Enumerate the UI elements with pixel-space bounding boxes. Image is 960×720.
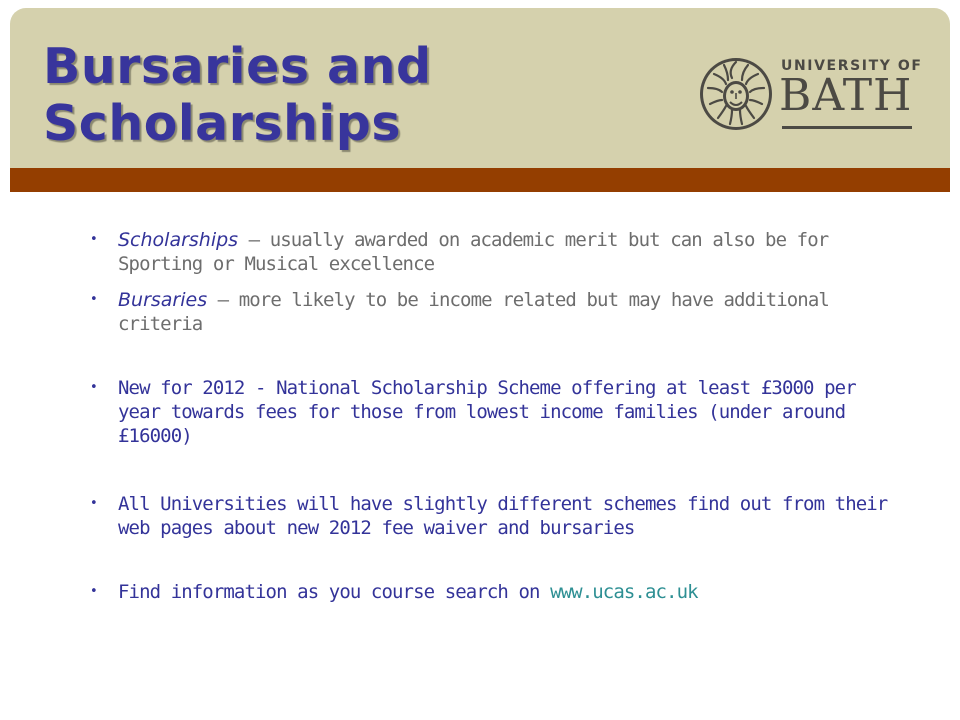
list-item <box>90 376 890 448</box>
bullet-icon: • <box>90 380 97 395</box>
bullet-text: All Universities will have slightly different schemes find out from their web pages about new 2012 fee waiver and bursaries <box>118 493 888 539</box>
bullet-term: Scholarships <box>118 229 239 251</box>
bullet-text: – more likely to be income related but may have additional criteria <box>118 289 829 335</box>
title-line-2: Scholarships <box>43 95 401 152</box>
logo-university-of: UNIVERSITY OF <box>781 58 923 74</box>
bullet-text: Find information as you course search on <box>118 581 551 603</box>
bullet-icon: • <box>90 292 97 307</box>
bullet-term: Bursaries <box>118 289 208 311</box>
bullet-text: New for 2012 - National Scholarship Scheme offering at least £3000 per year towards fees for those from lowest income families (under around £16000) <box>118 377 856 447</box>
bath-seal-icon <box>698 56 774 132</box>
logo-bath: BATH <box>779 70 913 121</box>
list-item <box>90 492 890 540</box>
list-item <box>90 228 890 276</box>
list-item <box>90 580 890 604</box>
bullet-icon: • <box>90 232 97 247</box>
logo-rule <box>782 126 912 129</box>
bullet-text: – usually awarded on academic merit but can also be for Sporting or Musical excellence <box>118 229 829 275</box>
title-line-1: Bursaries and <box>43 38 432 95</box>
bullet-icon: • <box>90 584 97 599</box>
list-item <box>90 288 890 336</box>
ucas-link[interactable]: www.ucas.ac.uk <box>550 581 698 603</box>
header-stripe <box>10 168 950 192</box>
slide-title <box>43 38 432 152</box>
university-logo <box>698 56 923 138</box>
bullet-icon: • <box>90 496 97 511</box>
